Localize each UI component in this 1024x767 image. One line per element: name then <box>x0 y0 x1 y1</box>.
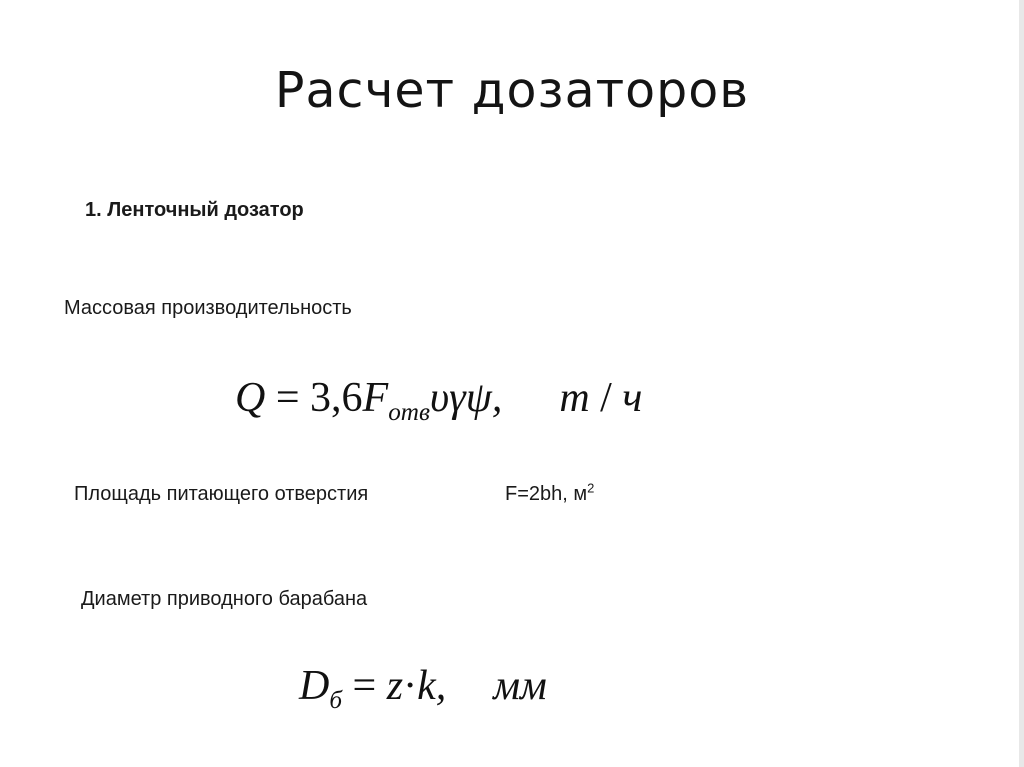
formula-q-lhs: Q <box>235 375 266 421</box>
mass-productivity-formula <box>235 374 643 426</box>
formula-d-unit: мм <box>493 663 547 709</box>
formula-q-sub-f: отв <box>388 398 430 426</box>
area-formula-text: F=2bh, м <box>505 483 588 505</box>
formula-q-var-f: F <box>362 375 389 421</box>
formula-d-sub: б <box>329 686 343 714</box>
section-heading: 1. Ленточный дозатор <box>85 199 304 221</box>
formula-q-unit-num: т <box>559 375 590 421</box>
formula-d-dot: · <box>403 663 418 709</box>
formula-d-lhs: D <box>299 663 330 709</box>
drive-drum-diameter-label: Диаметр приводного барабана <box>81 588 368 610</box>
formula-q-unit-den: ч <box>622 375 643 421</box>
area-formula <box>505 480 595 506</box>
formula-d-k: k, <box>417 663 447 709</box>
formula-q-greek: υγψ, <box>429 375 503 421</box>
drum-diameter-formula <box>299 662 547 714</box>
formula-d-z: z <box>386 663 404 709</box>
slide-title: Расчет дозаторов <box>274 62 750 119</box>
formula-q-unit-slash: / <box>600 375 612 421</box>
feed-opening-area-label: Площадь питающего отверстия <box>74 483 369 505</box>
mass-productivity-label: Массовая производительность <box>64 297 352 319</box>
formula-d-equals: = <box>352 663 377 709</box>
area-formula-exponent: 2 <box>587 480 595 496</box>
formula-q-coefficient: 3,6 <box>310 375 363 421</box>
formula-q-equals: = <box>275 375 300 421</box>
